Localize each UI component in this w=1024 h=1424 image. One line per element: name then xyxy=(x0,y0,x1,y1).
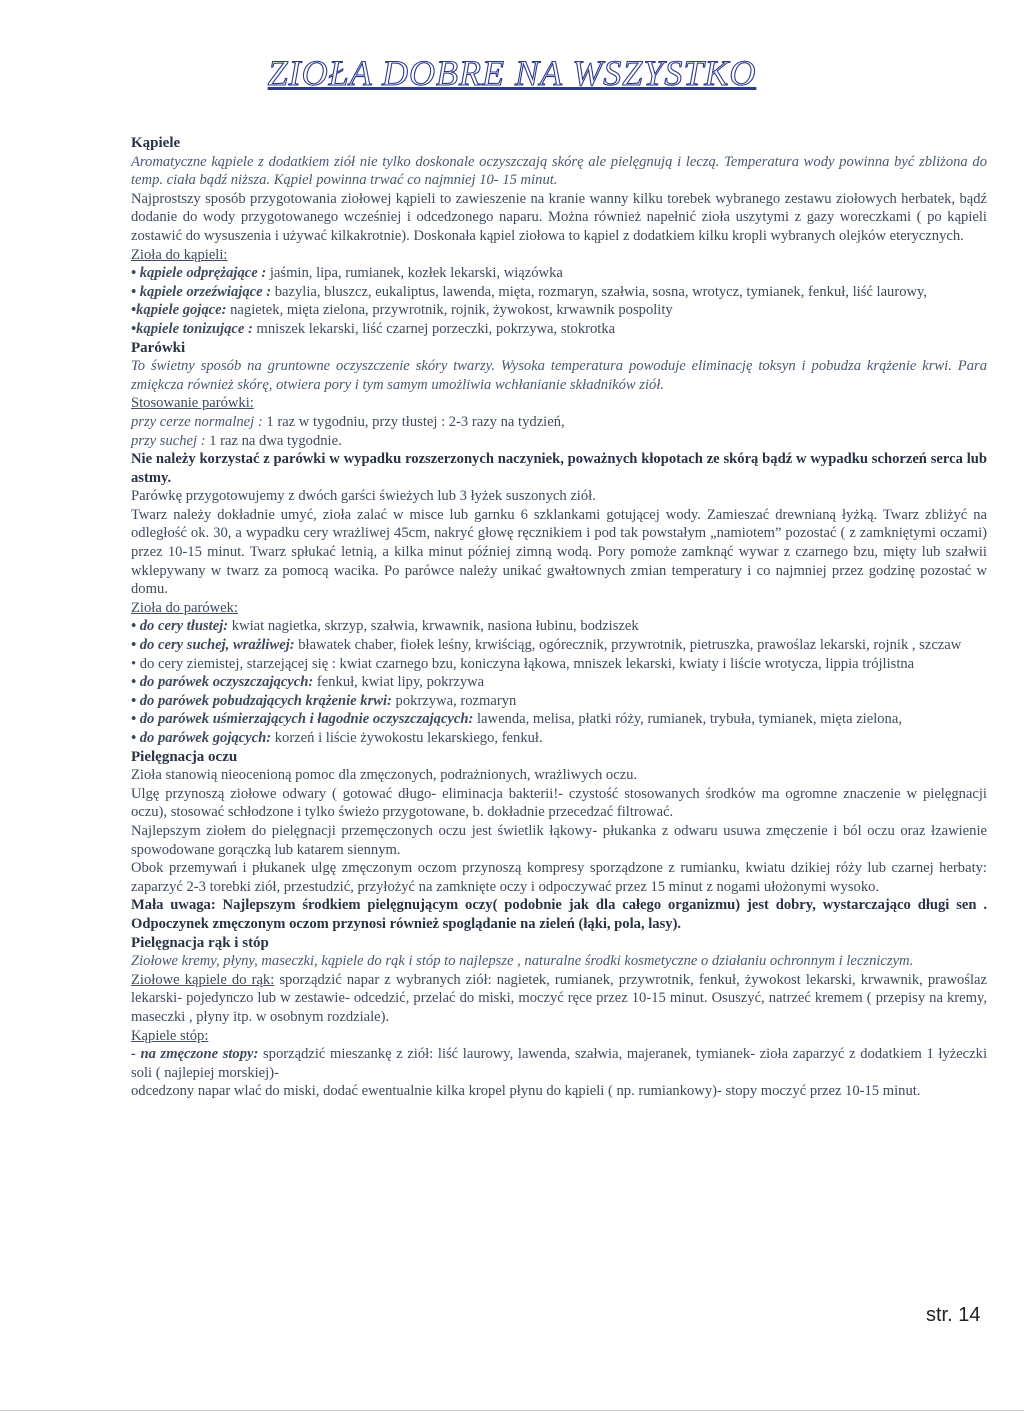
kapiele-intro: Aromatyczne kąpiele z dodatkiem ziół nie tylko doskonale oczyszczają skórę ale pielęgnują i leczą. Temperatura wody powinna być zbliżona do temp. ciała bądź niższa. Kąpiel powinna trwać co najmniej 10- 15 minut. xyxy=(131,153,987,189)
list-item: • do parówek pobudzających krążenie krwi: pokrzywa, rozmaryn xyxy=(131,692,517,709)
rece-feet-heading: Kąpiele stóp: xyxy=(131,1027,209,1044)
footer-divider xyxy=(0,1410,1024,1411)
oczy-note: Mała uwaga: Najlepszym środkiem pielęgnującym oczy( podobnie jak dla całego organizmu) jest dobry, wystarczająco długi sen . Odpoczynek zmęczonym oczom przynosi również spoglądanie na zieleń (łąki, pola, lasy). xyxy=(131,897,987,932)
list-item: • do cery tłustej: kwiat nagietka, skrzyp, szałwia, krwawnik, nasiona łubinu, bodziszek xyxy=(131,618,639,635)
oczy-p3: Najlepszym ziołem do pielęgnacji przemęczonych oczu jest świetlik łąkowy- płukanka z odwaru usuwa zmęczenie i ból oczu oraz łzawienie spowodowane gorączką lub katarem siennym. xyxy=(131,822,987,858)
usage-item: przy cerze normalnej : 1 raz w tygodniu, przy tłustej : 2-3 razy na tydzień, xyxy=(131,413,565,430)
oczy-p4: Obok przemywań i płukanek ulgę zmęczonym oczom przynoszą kompresy sporządzone z rumianku, kwiatu dzikiej róży lub czarnej herbaty: zaparzyć 2-3 torebki ziół, przestudzić, przyłożyć na zamknięte oczy i odpoczywać przez 15 minut z nogami ułożonymi wysoko. xyxy=(131,860,987,895)
section-heading-kapiele: Kąpiele xyxy=(131,135,181,151)
page-title: ZIOŁA DOBRE NA WSZYSTKO xyxy=(267,53,757,93)
list-item: • kąpiele odprężające : jaśmin, lipa, rumianek, kozłek lekarski, wiązówka xyxy=(131,265,563,282)
document-body xyxy=(131,134,987,1101)
parowki-prep-1: Parówkę przygotowujemy z dwóch garści świeżych lub 3 łyżek suszonych ziół. xyxy=(131,488,596,505)
list-item: • do parówek uśmierzających i łagodnie oczyszczających: lawenda, melisa, płatki róży, rumianek, trybuła, tymianek, mięta zielona, xyxy=(131,711,902,728)
oczy-p2: Ulgę przynoszą ziołowe odwary ( gotować długo- eliminacja bakterii!- czystość stosowanych środków ma ogromne znaczenie w pielęgnacji oczu), stosować schłodzone i tylko świeżo przygotowane, b. dokładnie przecedzać filtrować. xyxy=(131,785,987,821)
rece-feet: - na zmęczone stopy: sporządzić mieszankę z ziół: liść laurowy, lawenda, szałwia, majeranek, tymianek- zioła zaparzyć z dodatkiem 1 łyżeczki soli ( najlepiej morskiej)- xyxy=(131,1046,987,1081)
list-item: • do parówek gojących: korzeń i liście żywokostu lekarskiego, fenkuł. xyxy=(131,730,543,746)
list-item: • kąpiele orzeźwiające : bazylia, bluszcz, eukaliptus, lawenda, mięta, rozmaryn, szałwia, sosna, wrotycz, tymianek, fenkuł, liść laurowy, xyxy=(131,283,928,300)
rece-intro: Ziołowe kremy, płyny, maseczki, kąpiele do rąk i stóp to najlepsze , naturalne środki kosmetyczne o działaniu ochronnym i leczniczym. xyxy=(131,953,914,970)
parowki-warning: Nie należy korzystać z parówki w wypadku rozszerzonych naczyniek, poważnych kłopotach ze skórą bądź w wypadku schorzeń serca lub astmy. xyxy=(131,451,987,486)
list-item: • do cery ziemistej, starzejącej się : kwiat czarnego bzu, koniczyna łąkowa, mniszek lekarski, kwiaty i liście wrotycza, lippia trójlistna xyxy=(131,655,915,672)
page-number: str. 14 xyxy=(926,1304,981,1326)
rece-feet-2: odcedzony napar wlać do miski, dodać ewentualnie kilka kropel płynu do kąpieli ( np. rumiankowy)- stopy moczyć przez 10-15 minut. xyxy=(131,1083,921,1100)
parowki-intro: To świetny sposób na gruntowne oczyszczenie skóry twarzy. Wysoka temperatura powoduje eliminację toksyn i pobudza krążenie krwi. Para zmiękcza również skórę, otwiera pory i tym samym umożliwia wchłanianie składników ziół. xyxy=(131,358,987,393)
kapiele-text: Najprostszy sposób przygotowania ziołowej kąpieli to zawieszenie na kranie wanny kilku torebek wybranego zestawu ziołowych herbatek, bądź dodanie do wody przygotowanego wcześniej i odcedzonego naparu. Można również napełnić zioła uszytymi z gazy woreczkami ( po kąpieli zostawić do wysuszenia i używać kilkakrotnie). Doskonała kąpiel ziołowa to kąpiel z dodatkiem kilku kropli wybranych olejków eterycznych. xyxy=(131,190,987,244)
section-heading-rece: Pielęgnacja rąk i stóp xyxy=(131,934,269,951)
kapiele-list-heading: Zioła do kąpieli: xyxy=(131,246,228,263)
section-heading-oczy: Pielęgnacja oczu xyxy=(131,748,238,765)
parowki-prep-2: Twarz należy dokładnie umyć, zioła zalać w misce lub garnku 6 szklankami gotującej wody. Zamieszać drewnianą łyżką. Twarz zbliżyć na odległość ok. 30, a wypadku cery wrażliwej 45cm, nakryć głowę ręcznikiem i pod tak powstałym „namiotem” pozostać ( z zamkniętymi oczami) przez 10-15 minut. Twarz spłukać letnią, a kilka minut później zimną wodą. Pory pomoże zamknąć wywar z czarnego bzu, mięty lub szałwii wklepywany w twarz za pomocą wacika. Po parówce należy unikać gwałtownych zmian temperatury i co najmniej przez godzinę pozostać w domu. xyxy=(131,506,987,598)
list-item: •kąpiele tonizujące : mniszek lekarski, liść czarnej porzeczki, pokrzywa, stokrotka xyxy=(131,320,616,337)
parowki-usage-heading: Stosowanie parówki: xyxy=(131,395,254,412)
section-heading-parowki: Parówki xyxy=(131,339,186,356)
parowki-list-heading: Zioła do parówek: xyxy=(131,599,238,616)
usage-item: przy suchej : 1 raz na dwa tygodnie. xyxy=(131,432,342,449)
oczy-p1: Zioła stanowią nieocenioną pomoc dla zmęczonych, podrażnionych, wrażliwych oczu. xyxy=(131,767,638,784)
rece-hands: Ziołowe kąpiele do rąk: sporządzić napar z wybranych ziół: nagietek, rumianek, przywrotnik, fenkuł, żywokost lekarski, krwawnik, prawoślaz lekarski- pojedynczo lub w zestawie- odcedzić, przelać do miski, moczyć ręce przez 10-15 minut. Osuszyć, natrzeć kremem ( przepisy na kremy, maseczki , płyny itp. w osobnym rozdziale). xyxy=(131,971,988,1025)
list-item: •kąpiele gojące: nagietek, mięta zielona, przywrotnik, rojnik, żywokost, krwawnik pospolity xyxy=(131,302,673,319)
list-item: • do cery suchej, wrażliwej: bławatek chaber, fiołek leśny, krwiściąg, ogórecznik, przywrotnik, pietruszka, prawoślaz lekarski, rojnik , szczaw xyxy=(131,637,962,654)
list-item: • do parówek oczyszczających: fenkuł, kwiat lipy, pokrzywa xyxy=(131,674,485,691)
